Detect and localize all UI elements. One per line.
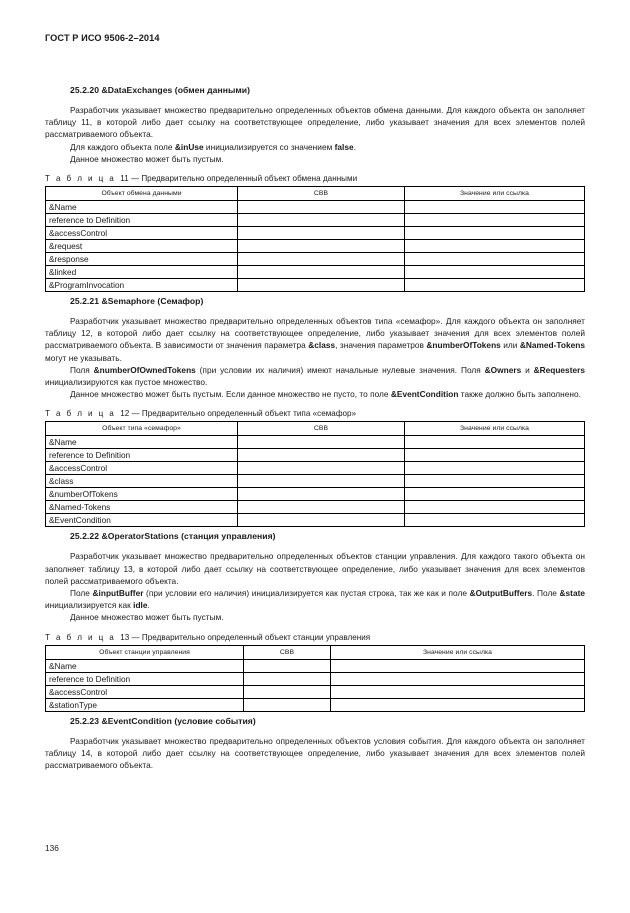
section-paragraph: Для каждого объекта поле &inUse инициализируется со значением false.: [70, 141, 356, 152]
table-row: [46, 475, 585, 488]
table-cell-cbb[interactable]: [244, 672, 331, 685]
table-cell-cbb[interactable]: [238, 227, 405, 240]
table-caption-label: Т а б л и ц а: [45, 174, 116, 184]
table-row: [46, 449, 585, 462]
section-heading: 25.2.20 &DataExchanges (обмен данными): [70, 85, 251, 95]
table-cell-cbb[interactable]: [238, 214, 405, 227]
definition-table: [45, 186, 585, 292]
table-caption: [45, 633, 585, 642]
table-cell-cbb[interactable]: [244, 698, 331, 711]
table-header-row: [46, 422, 585, 436]
section-heading: 25.2.21 &Semaphore (Семафор): [70, 296, 204, 307]
table-row: [46, 240, 585, 253]
table-cell-cbb[interactable]: [238, 266, 405, 279]
section-paragraph: Разработчик указывает множество предварительно определенных объектов обмена данными. Для каждого объекта он заполняет таблицу 11, в которой либо дает ссылку на соответствующее определение, либо указывает значения для всех элементов полей рассматриваемого объекта.: [45, 105, 585, 140]
section-paragraph: Разработчик указывает множество предварительно определенных объектов станции управления. Для каждого такого объекта он заполняет таблицу 13, в которой либо дает ссылку на соответствующее определение, либо указывает значения для всех элементов полей рассматриваемого объекта.: [45, 551, 585, 586]
table-caption-number: 12: [120, 409, 130, 419]
table-header-row: [46, 187, 585, 201]
table-cell-cbb[interactable]: [238, 475, 405, 488]
table-cell-field-name: &numberOfTokens: [46, 488, 238, 501]
table-cell-value-or-reference[interactable]: [405, 214, 585, 227]
table-row: [46, 672, 585, 685]
table-cell-cbb[interactable]: [244, 685, 331, 698]
section-block: [45, 296, 585, 527]
table-cell-field-name: &EventCondition: [46, 514, 238, 527]
section-paragraph: Разработчик указывает множество предварительно определенных объектов условия события. Для каждого объекта он заполняет таблицу 14, в которой либо дает ссылку на соответствующее определение, либо указывает значения для всех элементов полей рассматриваемого объекта.: [45, 735, 585, 771]
table-row: [46, 698, 585, 711]
table-cell-field-name: reference to Definition: [46, 672, 244, 685]
table-cell-field-name: &Name: [46, 436, 238, 449]
table-cell-cbb[interactable]: [238, 462, 405, 475]
table-cell-value-or-reference[interactable]: [405, 279, 585, 292]
table-cell-value-or-reference[interactable]: [331, 685, 585, 698]
table-cell-value-or-reference[interactable]: [331, 698, 585, 711]
table-cell-value-or-reference[interactable]: [331, 659, 585, 672]
section-paragraph: Поля &numberOfOwnedTokens (при условии их наличия) имеют начальные нулевые значения. Поля &Owners и &Requesters инициализируются как пустое множество.: [45, 364, 585, 388]
section-block: [45, 531, 585, 711]
table-row: [46, 462, 585, 475]
table-cell-field-name: &accessControl: [46, 227, 238, 240]
table-caption-text: — Предварительно определенный объект обмена данными: [130, 174, 358, 184]
document-body: [45, 85, 585, 775]
table-cell-cbb[interactable]: [238, 279, 405, 292]
table-cell-value-or-reference[interactable]: [405, 240, 585, 253]
table-caption-text: — Предварительно определенный объект станции управления: [131, 632, 371, 642]
section-paragraph: Данное множество может быть пустым. Если данное множество не пусто, то поле &EventCondition также должно быть заполнено.: [70, 389, 581, 400]
table-cell-field-name: &class: [46, 475, 238, 488]
table-cell-value-or-reference[interactable]: [405, 436, 585, 449]
table-cell-value-or-reference[interactable]: [405, 514, 585, 527]
definition-table: [45, 421, 585, 527]
section-block: [45, 716, 585, 772]
table-cell-value-or-reference[interactable]: [405, 462, 585, 475]
section-heading: 25.2.22 &OperatorStations (станция управления): [70, 531, 276, 542]
table-cell-cbb[interactable]: [238, 201, 405, 214]
table-column-header: Значение или ссылка: [331, 645, 585, 659]
table-row: [46, 488, 585, 501]
table-row: [46, 279, 585, 292]
table-row: [46, 501, 585, 514]
table-column-header: Объект обмена данными: [46, 187, 238, 201]
table-cell-field-name: &Named-Tokens: [46, 501, 238, 514]
section-block: [45, 85, 585, 292]
table-cell-value-or-reference[interactable]: [405, 488, 585, 501]
table-cell-value-or-reference[interactable]: [405, 201, 585, 214]
table-cell-field-name: &request: [46, 240, 238, 253]
table-cell-cbb[interactable]: [238, 240, 405, 253]
table-cell-field-name: &response: [46, 253, 238, 266]
table-row: [46, 266, 585, 279]
table-column-header: Объект типа «семафор»: [46, 422, 238, 436]
table-cell-field-name: &stationType: [46, 698, 244, 711]
table-column-header: СВВ: [244, 645, 331, 659]
table-cell-value-or-reference[interactable]: [405, 253, 585, 266]
table-cell-cbb[interactable]: [238, 501, 405, 514]
table-row: [46, 227, 585, 240]
table-cell-field-name: reference to Definition: [46, 214, 238, 227]
table-cell-value-or-reference[interactable]: [405, 266, 585, 279]
section-paragraph: Данное множество может быть пустым.: [70, 153, 224, 164]
table-caption-text: — Предварительно определенный объект типа «семафор»: [131, 409, 357, 419]
table-row: [46, 685, 585, 698]
section-paragraph: Поле &inputBuffer (при условии его наличия) инициализируется как пустая строка, так же как и поле &OutputBuffers. Поле &state инициализируется как idle.: [45, 588, 586, 611]
section-paragraph: Данное множество может быть пустым.: [70, 612, 224, 623]
table-cell-field-name: &accessControl: [46, 685, 244, 698]
table-caption: [45, 409, 585, 418]
table-row: [46, 214, 585, 227]
table-caption-label: Т а б л и ц а: [45, 632, 116, 642]
table-caption-label: Т а б л и ц а: [45, 409, 116, 419]
table-column-header: СВВ: [238, 422, 405, 436]
table-cell-field-name: reference to Definition: [46, 449, 238, 462]
table-column-header: Значение или ссылка: [405, 187, 585, 201]
table-cell-cbb[interactable]: [238, 449, 405, 462]
table-cell-field-name: &linked: [46, 266, 238, 279]
table-cell-value-or-reference[interactable]: [405, 227, 585, 240]
table-cell-cbb[interactable]: [238, 436, 405, 449]
section-heading: 25.2.23 &EventCondition (условие события): [70, 715, 256, 726]
table-row: [46, 436, 585, 449]
table-cell-value-or-reference[interactable]: [405, 475, 585, 488]
table-cell-field-name: &accessControl: [46, 462, 238, 475]
table-row: [46, 659, 585, 672]
table-row: [46, 514, 585, 527]
table-column-header: Объект станции управления: [46, 645, 244, 659]
table-cell-cbb[interactable]: [238, 488, 405, 501]
table-cell-cbb[interactable]: [238, 514, 405, 527]
table-header-row: [46, 645, 585, 659]
table-cell-value-or-reference[interactable]: [405, 449, 585, 462]
table-row: [46, 201, 585, 214]
table-cell-field-name: &Name: [46, 201, 238, 214]
table-column-header: СВВ: [238, 187, 405, 201]
table-cell-value-or-reference[interactable]: [331, 672, 585, 685]
page-number-footer: 136: [45, 843, 59, 853]
table-column-header: Значение или ссылка: [405, 422, 585, 436]
table-cell-field-name: &ProgramInvocation: [46, 279, 238, 292]
table-cell-field-name: &Name: [46, 659, 244, 672]
table-cell-value-or-reference[interactable]: [405, 501, 585, 514]
table-caption-number: 13: [120, 632, 130, 642]
table-row: [46, 253, 585, 266]
table-cell-cbb[interactable]: [238, 253, 405, 266]
table-caption: [45, 174, 585, 183]
table-caption-number: 11: [120, 174, 129, 184]
page-header-standard-number: ГОСТ Р ИСО 9506-2–2014: [45, 33, 160, 43]
section-paragraph: Разработчик указывает множество предварительно определенных объектов типа «семафор». Для каждого объекта он заполняет таблицу 12, в которой либо дает ссылку на соответствующее определение, либо указывает значения для всех элементов полей рассматриваемого объекта. В зависимости от значения параметра &class, значения параметров &numberOfTokens или &Named-Tokens могут не указывать.: [45, 316, 585, 363]
table-cell-cbb[interactable]: [244, 659, 331, 672]
definition-table: [45, 645, 585, 712]
